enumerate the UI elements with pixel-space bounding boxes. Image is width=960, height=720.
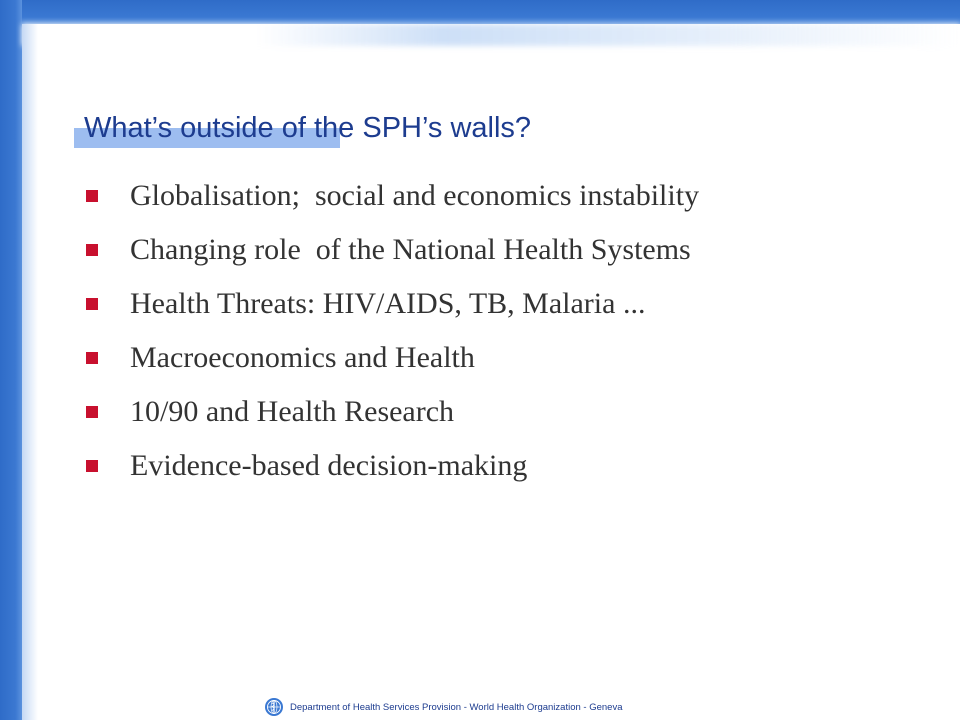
- top-frame-bar: [0, 0, 960, 24]
- bullet-text: Globalisation; social and economics instability: [130, 179, 700, 212]
- bullet-text: 10/90 and Health Research: [130, 395, 455, 428]
- left-frame-bar: [0, 0, 22, 720]
- square-bullet-icon: [86, 244, 98, 256]
- who-emblem-icon: [264, 697, 284, 717]
- square-bullet-icon: [86, 352, 98, 364]
- bullet-text: Evidence-based decision-making: [130, 449, 528, 482]
- bullet-item: [86, 169, 699, 223]
- bullet-item: [86, 439, 699, 493]
- left-glow-band: [22, 24, 38, 720]
- bullet-text: Health Threats: HIV/AIDS, TB, Malaria ...: [130, 287, 646, 320]
- bullet-item: [86, 331, 699, 385]
- bullet-text: Changing role of the National Health Systems: [130, 233, 691, 266]
- bullet-item: [86, 223, 699, 277]
- slide-footer: [264, 696, 622, 718]
- footer-text: Department of Health Services Provision - World Health Organization - Geneva: [290, 701, 623, 713]
- bullet-text: Macroeconomics and Health: [130, 341, 475, 374]
- bullet-item: [86, 385, 699, 439]
- square-bullet-icon: [86, 406, 98, 418]
- top-glow-band: [22, 24, 960, 46]
- square-bullet-icon: [86, 298, 98, 310]
- bullet-item: [86, 277, 699, 331]
- square-bullet-icon: [86, 460, 98, 472]
- square-bullet-icon: [86, 190, 98, 202]
- slide-title: What’s outside of the SPH’s walls?: [84, 112, 532, 144]
- bullet-list: [86, 169, 699, 493]
